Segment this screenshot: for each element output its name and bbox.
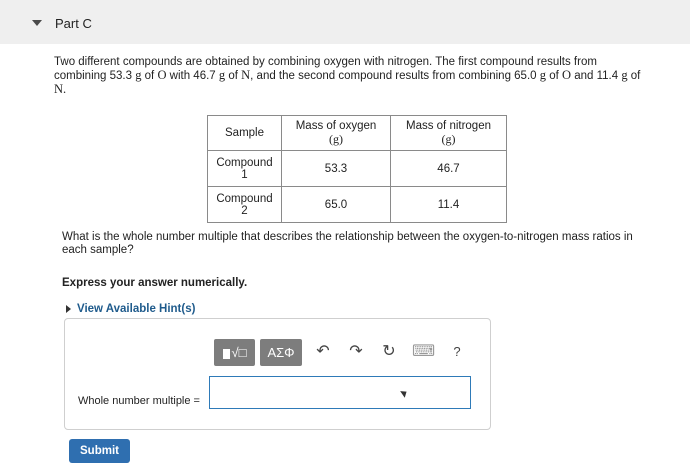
view-hints-link[interactable]: View Available Hint(s) — [66, 303, 195, 315]
header-sample: Sample — [208, 116, 282, 151]
expand-arrow-icon — [66, 305, 71, 313]
mass-table — [207, 115, 507, 223]
header-oxygen: Mass of oxygen (g) — [282, 116, 391, 151]
collapse-caret-icon[interactable] — [32, 20, 42, 26]
help-icon[interactable]: ? — [453, 344, 461, 359]
problem-line-3: N. — [54, 82, 67, 96]
table-row — [208, 151, 507, 187]
templates-button[interactable]: √□ — [214, 339, 255, 366]
table-header-row — [208, 116, 507, 151]
question-text: What is the whole number multiple that describes the relationship between the oxygen-to-nitrogen mass ratios in each sample? — [62, 231, 633, 256]
express-instruction: Express your answer numerically. — [62, 277, 248, 289]
submit-button[interactable]: Submit — [69, 439, 130, 463]
undo-icon[interactable]: ↶ — [316, 343, 330, 360]
cell-sample: Compound 1 — [208, 151, 282, 187]
table-row — [208, 187, 507, 223]
part-header[interactable] — [0, 0, 690, 44]
cell-nitrogen: 46.7 — [391, 151, 507, 187]
part-title: Part C — [55, 16, 92, 31]
greek-symbols-button[interactable]: ΑΣΦ — [260, 339, 302, 366]
cell-oxygen: 53.3 — [282, 151, 391, 187]
header-nitrogen: Mass of nitrogen (g) — [391, 116, 507, 151]
answer-panel — [64, 318, 491, 430]
answer-input[interactable] — [209, 376, 471, 409]
reset-icon[interactable]: ↻ — [382, 343, 396, 360]
cell-nitrogen: 11.4 — [391, 187, 507, 223]
problem-statement — [54, 56, 654, 96]
cell-oxygen: 65.0 — [282, 187, 391, 223]
redo-icon[interactable]: ↷ — [349, 343, 363, 360]
cell-sample: Compound 2 — [208, 187, 282, 223]
keyboard-icon[interactable]: ⌨ — [412, 343, 436, 360]
problem-line-1: Two different compounds are obtained by combining oxygen with nitrogen. The first compound results from — [54, 56, 597, 68]
answer-field-label: Whole number multiple = — [78, 395, 200, 407]
block-icon — [223, 349, 230, 359]
problem-line-2: combining 53.3 g of O with 46.7 g of N, and the second compound results from combining 65.0 g of O and 11.4 g of — [54, 68, 641, 82]
